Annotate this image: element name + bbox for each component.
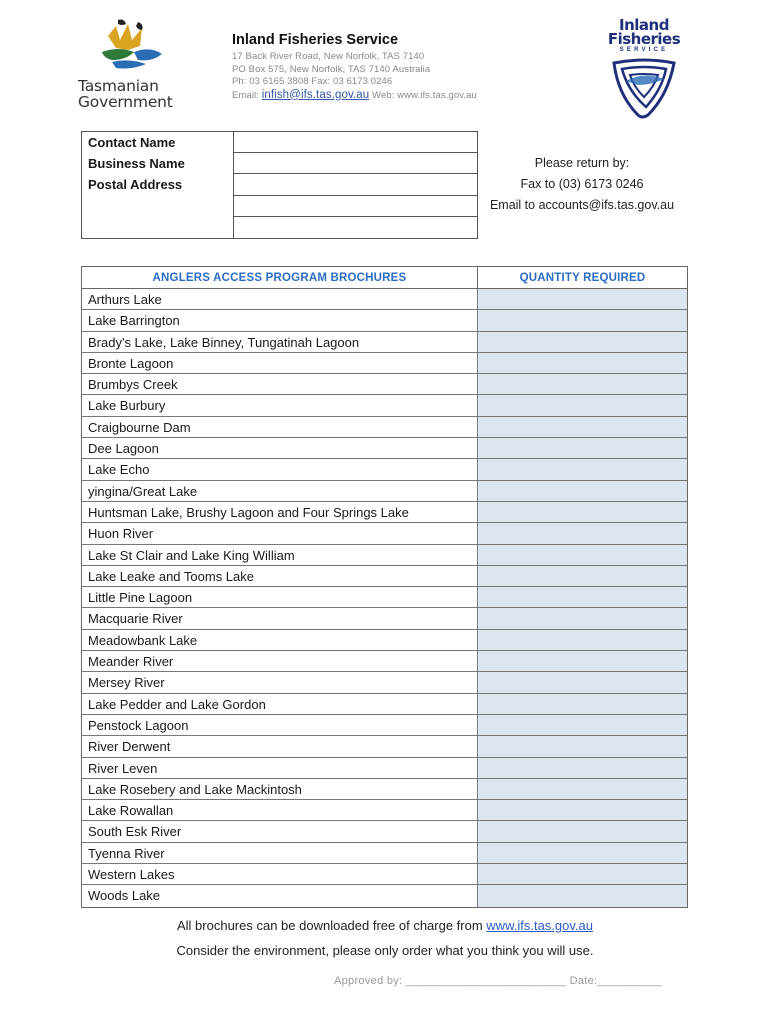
website-link[interactable]: www.ifs.tas.gov.au [486,918,593,933]
ifs-logo-line2: Fisheries [607,30,681,48]
brochure-name-cell: Arthurs Lake [82,289,478,309]
brochure-name-cell: Brady's Lake, Lake Binney, Tungatinah Lagoon [82,332,478,352]
table-row [82,481,687,502]
web-text: Web: www.ifs.tas.gov.au [369,89,477,101]
brochure-name-cell: Lake Pedder and Lake Gordon [82,694,478,714]
brochure-name-cell: Macquarie River [82,608,478,628]
brochures-column-header: ANGLERS ACCESS PROGRAM BROCHURES [82,267,478,288]
brochure-name-cell: Meadowbank Lake [82,630,478,650]
quantity-input-cell[interactable] [478,523,687,543]
brochure-name-cell: Craigbourne Dam [82,417,478,437]
table-row [82,672,687,693]
tasmanian-devil-emblem-icon [98,18,168,78]
brochure-name-cell: Huntsman Lake, Brushy Lagoon and Four Springs Lake [82,502,478,522]
quantity-column-header: QUANTITY REQUIRED [519,272,646,284]
quantity-input-cell[interactable] [478,843,687,863]
table-row [82,821,687,842]
table-row [82,566,687,587]
brochure-name-cell: Lake Echo [82,459,478,479]
quantity-input-cell[interactable] [478,459,687,479]
table-row [82,459,687,480]
environment-note: Consider the environment, please only order what you think you will use. [176,943,594,958]
quantity-input-cell[interactable] [478,736,687,756]
table-row [82,885,687,906]
quantity-input-cell[interactable] [478,353,687,373]
brochure-name-cell: yingina/Great Lake [82,481,478,501]
brochure-name-cell: Penstock Lagoon [82,715,478,735]
brochure-name-cell: Mersey River [82,672,478,692]
contact-name-label: Contact Name [88,135,176,150]
quantity-input-cell[interactable] [478,821,687,841]
table-row [82,374,687,395]
quantity-input-cell[interactable] [478,885,687,906]
quantity-input-cell[interactable] [478,694,687,714]
table-row [82,864,687,885]
tasmanian-government-wordmark [78,78,188,110]
org-title: Inland Fisheries Service [232,32,399,48]
download-note-text: All brochures can be downloaded free of charge from [177,918,487,933]
table-row [82,587,687,608]
return-line-3: Email to accounts@ifs.tas.gov.au [489,198,675,212]
quantity-input-cell[interactable] [478,545,687,565]
address-line-1: 17 Back River Road, New Norfolk, TAS 7140 [232,51,425,62]
brochure-name-cell: Dee Lagoon [82,438,478,458]
gov-logo-line2: Government [78,93,173,111]
brochures-table-body [82,289,687,907]
postal-address-field-2[interactable] [234,196,477,217]
quantity-input-cell[interactable] [478,417,687,437]
return-line-2: Fax to (03) 6173 0246 [520,177,644,191]
contact-labels-column [82,132,234,238]
postal-address-field-3[interactable] [234,217,477,238]
table-row [82,843,687,864]
quantity-input-cell[interactable] [478,332,687,352]
table-row [82,523,687,544]
brochure-name-cell: South Esk River [82,821,478,841]
quantity-input-cell[interactable] [478,310,687,330]
tasmania-fish-emblem-icon [608,55,680,121]
phone-line: Ph: 03 6165 3808 Fax: 03 6173 0246 [232,76,393,87]
brochure-name-cell: Lake Rowallan [82,800,478,820]
quantity-input-cell[interactable] [478,587,687,607]
quantity-input-cell[interactable] [478,715,687,735]
table-row [82,758,687,779]
table-row [82,395,687,416]
table-row [82,332,687,353]
postal-address-field-1[interactable] [234,174,477,195]
quantity-input-cell[interactable] [478,630,687,650]
brochure-name-cell: Lake Barrington [82,310,478,330]
quantity-input-cell[interactable] [478,779,687,799]
return-line-1: Please return by: [534,156,630,170]
quantity-input-cell[interactable] [478,289,687,309]
brochure-name-cell: Brumbys Creek [82,374,478,394]
brochures-table [81,266,688,908]
quantity-input-cell[interactable] [478,481,687,501]
email-web-line [232,89,572,103]
brochure-name-cell: Lake Rosebery and Lake Mackintosh [82,779,478,799]
table-row [82,289,687,310]
table-row [82,651,687,672]
table-row [82,779,687,800]
brochure-name-cell: Woods Lake [82,885,478,906]
brochure-name-cell: Lake Burbury [82,395,478,415]
ifs-logo-line1: Inland [619,16,669,34]
email-link[interactable]: infish@ifs.tas.gov.au [261,88,370,101]
inland-fisheries-logo [598,18,690,123]
brochure-name-cell: Bronte Lagoon [82,353,478,373]
return-instructions [478,153,686,216]
table-row [82,694,687,715]
contact-fields-column [234,132,477,238]
quantity-input-cell[interactable] [478,758,687,778]
brochure-name-cell: Western Lakes [82,864,478,884]
table-row [82,630,687,651]
gov-logo-line1: Tasmanian [78,77,159,95]
business-name-label: Business Name [88,156,185,171]
postal-address-label: Postal Address [88,177,183,192]
table-row [82,715,687,736]
business-name-field[interactable] [234,153,477,174]
brochure-name-cell: Lake St Clair and Lake King William [82,545,478,565]
quantity-input-cell[interactable] [478,374,687,394]
contact-details-table [81,131,478,239]
download-note [0,918,770,933]
table-row [82,310,687,331]
address-line-2: PO Box 575, New Norfolk, TAS 7140 Australia [232,63,431,75]
approval-line: Approved by: _________________________ Date:__________ [334,975,662,987]
table-row [82,438,687,459]
brochure-name-cell: Tyenna River [82,843,478,863]
contact-name-field[interactable] [234,132,477,153]
quantity-input-cell[interactable] [478,438,687,458]
table-row [82,502,687,523]
email-prefix: Email: [232,89,262,101]
quantity-input-cell[interactable] [478,502,687,522]
brochure-name-cell: River Derwent [82,736,478,756]
brochure-name-cell: Little Pine Lagoon [82,587,478,607]
quantity-input-cell[interactable] [478,395,687,415]
brochures-table-header [82,267,687,289]
table-row [82,800,687,821]
brochure-name-cell: Lake Leake and Tooms Lake [82,566,478,586]
quantity-input-cell[interactable] [478,651,687,671]
organisation-details [232,32,572,102]
brochure-name-cell: River Leven [82,758,478,778]
tasmanian-government-logo [78,18,188,113]
brochure-name-cell: Meander River [82,651,478,671]
quantity-input-cell[interactable] [478,608,687,628]
table-row [82,736,687,757]
table-row [82,545,687,566]
quantity-input-cell[interactable] [478,864,687,884]
ifs-logo-line3: SERVICE [619,47,669,53]
brochure-name-cell: Huon River [82,523,478,543]
table-row [82,608,687,629]
quantity-input-cell[interactable] [478,566,687,586]
quantity-input-cell[interactable] [478,672,687,692]
quantity-input-cell[interactable] [478,800,687,820]
table-row [82,353,687,374]
table-row [82,417,687,438]
